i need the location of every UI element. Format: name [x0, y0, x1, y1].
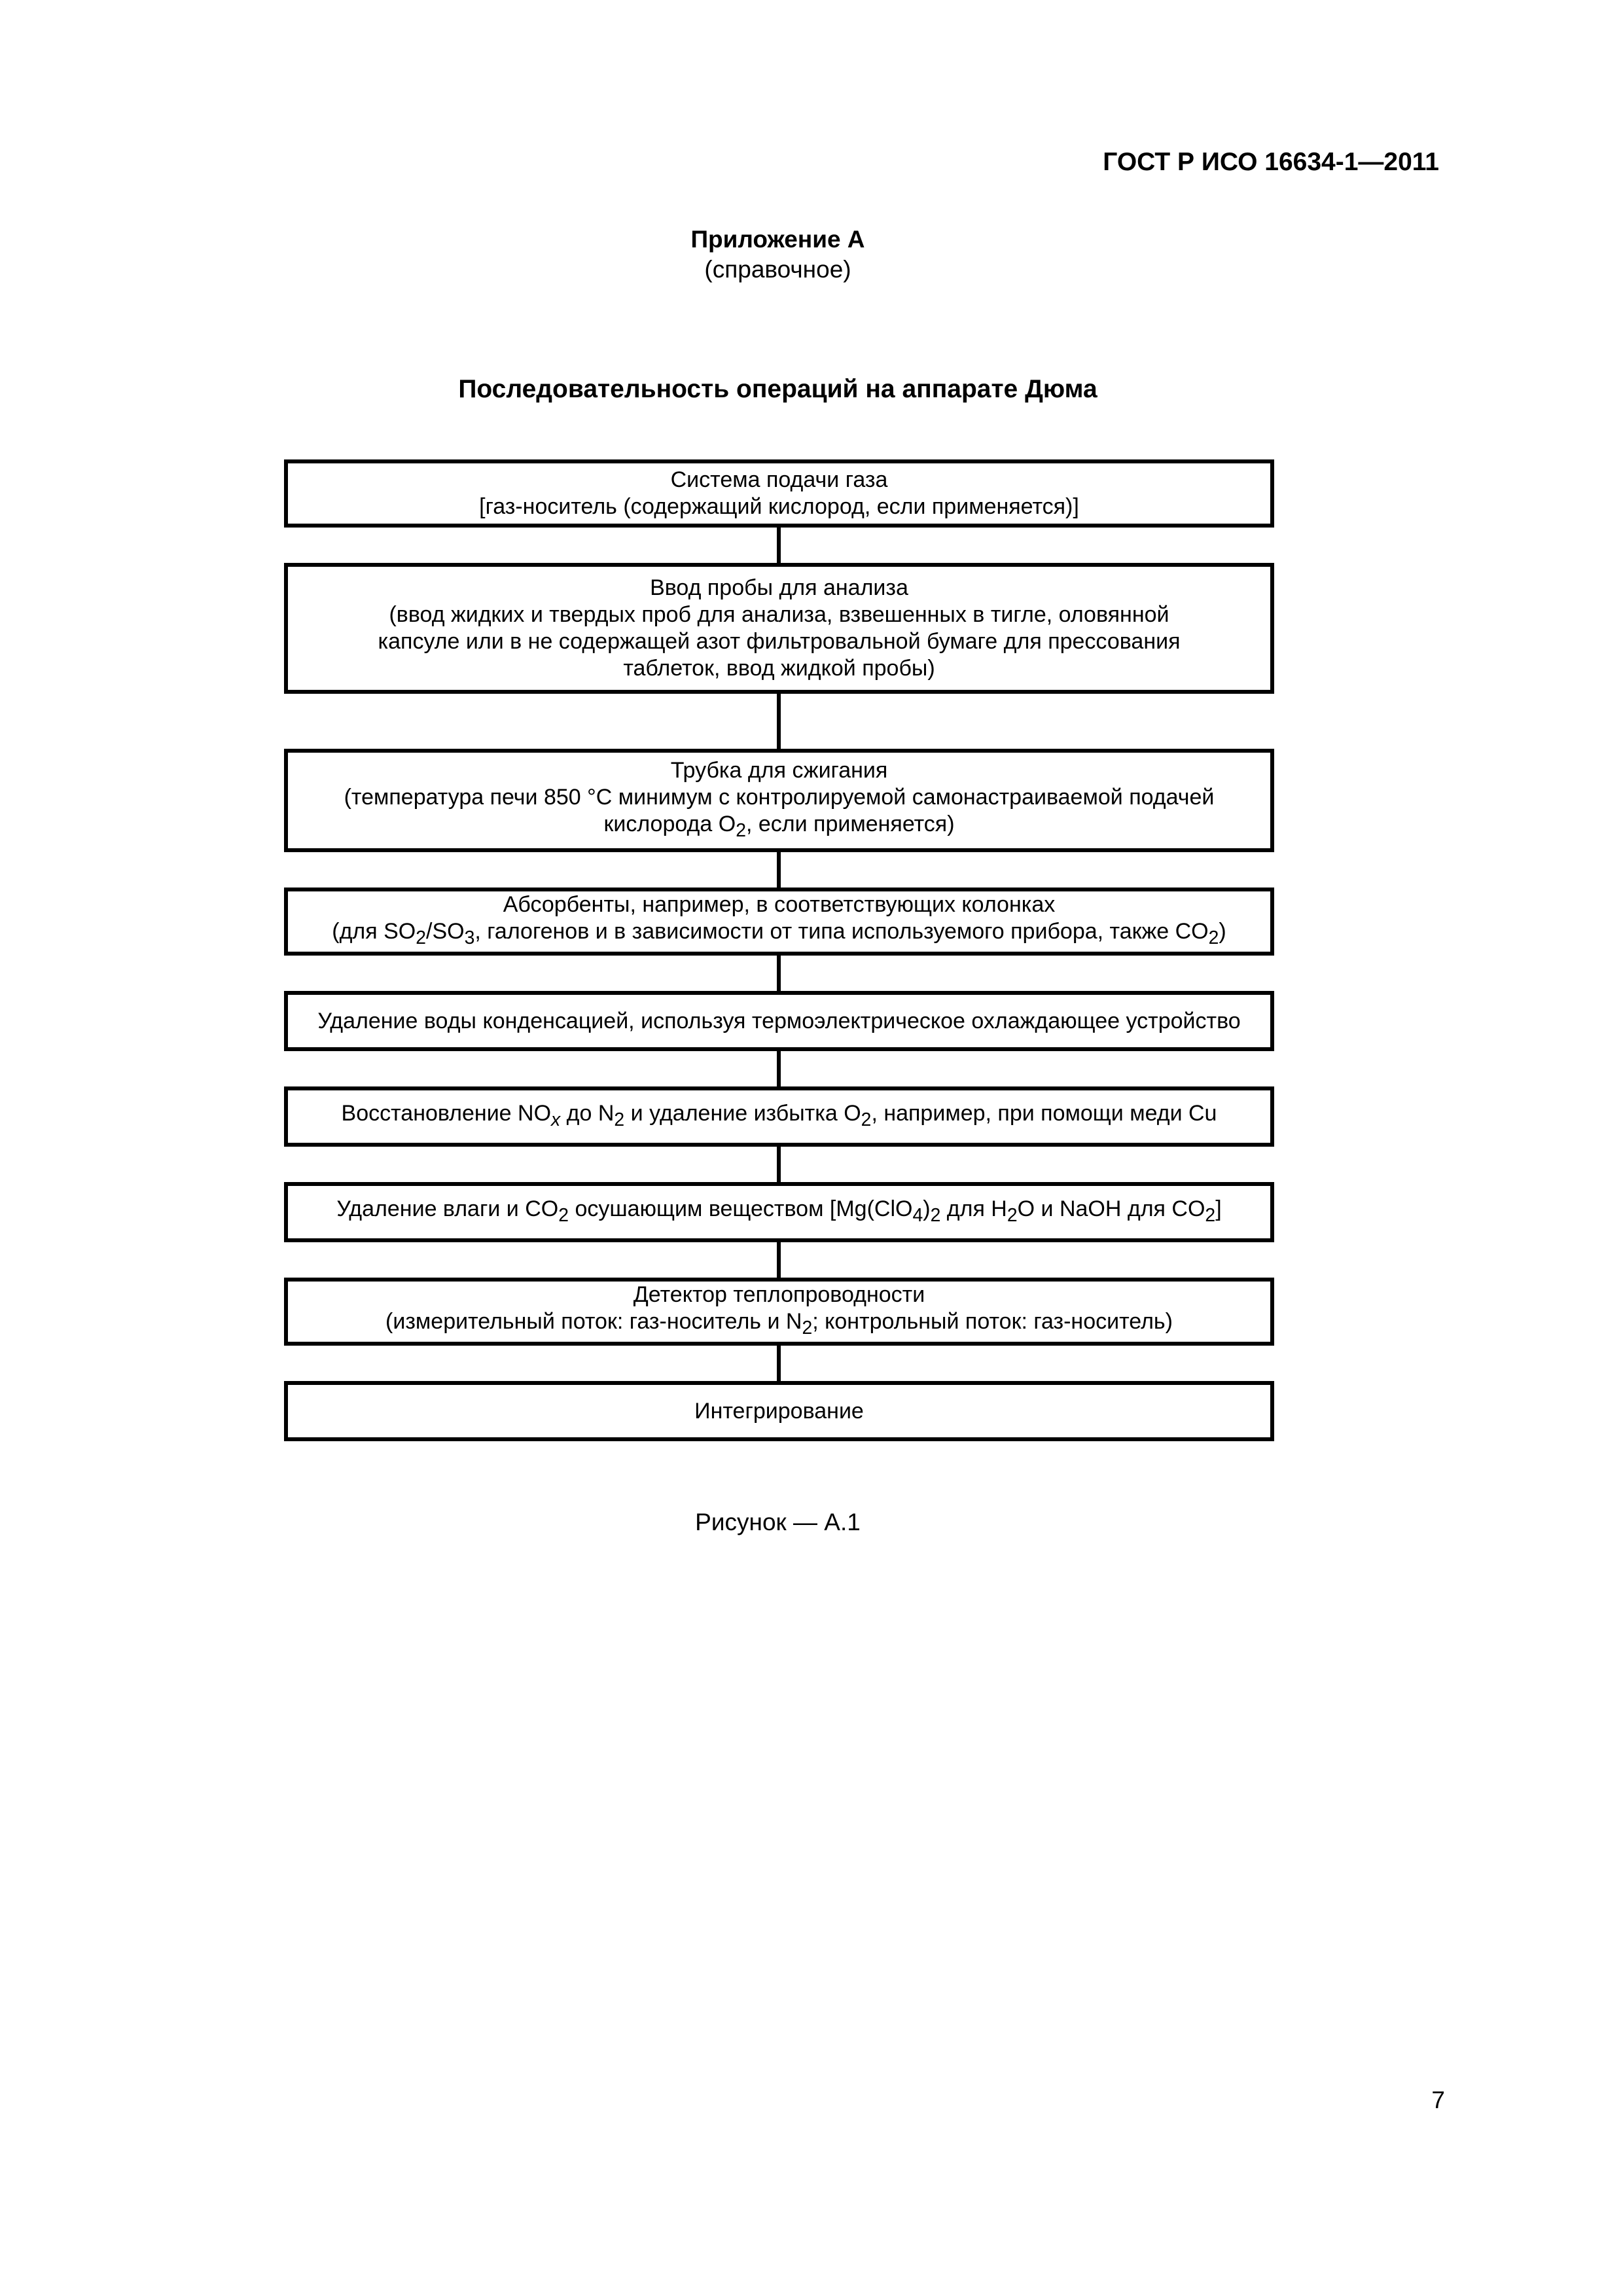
- flow-connector: [777, 1346, 781, 1381]
- figure-title: Последовательность операций на аппарате Дюма: [458, 375, 1097, 403]
- text-part: O и NaOH для CO: [1017, 1196, 1205, 1221]
- box-line: [385, 1308, 1173, 1342]
- subscript: 4: [912, 1204, 923, 1226]
- flow-box-absorbents: [284, 888, 1274, 956]
- subscript: 2: [614, 1109, 625, 1130]
- text-part: до N: [560, 1100, 615, 1126]
- flow-connector: [777, 956, 781, 991]
- box-line: [603, 811, 954, 844]
- subscript: 2: [930, 1204, 941, 1226]
- text-part: ): [1219, 919, 1226, 944]
- subscript: 2: [861, 1109, 872, 1130]
- text-part: Восстановление NO: [341, 1100, 552, 1126]
- flow-box-combustion-tube: [284, 749, 1274, 852]
- flow-box-sample-input: [284, 563, 1274, 694]
- subscript: 2: [416, 927, 427, 948]
- text-part: , если применяется): [745, 811, 955, 836]
- text-part: Удаление влаги и CO: [336, 1196, 559, 1221]
- flowchart: [284, 459, 1274, 1441]
- subscript: 2: [1205, 1204, 1216, 1226]
- text-part: ; контрольный поток: газ-носитель): [812, 1309, 1173, 1335]
- flow-connector: [777, 1051, 781, 1086]
- text-part: осушающим веществом [Mg(ClO: [569, 1196, 913, 1221]
- document-header: ГОСТ Р ИСО 16634-1—2011: [1103, 148, 1439, 176]
- box-line: [342, 1100, 1217, 1134]
- flow-connector: [777, 528, 781, 563]
- box-line: таблеток, ввод жидкой пробы): [623, 656, 935, 681]
- text-part: , например, при помощи меди Cu: [871, 1100, 1217, 1126]
- flow-box-detector: [284, 1278, 1274, 1346]
- box-line: (температура печи 850 °С минимум с контролируемой самонастраиваемой подачей: [344, 784, 1215, 810]
- box-line: Удаление воды конденсацией, используя термоэлектрическое охлаждающее устройство: [317, 1008, 1241, 1033]
- flow-box-nox-reduction: [284, 1086, 1274, 1147]
- text-part: , галогенов и в зависимости от типа используемого прибора, также CO: [474, 919, 1209, 944]
- annex-heading: [0, 224, 1556, 285]
- flow-box-water-removal: [284, 991, 1274, 1051]
- text-part: для H: [940, 1196, 1007, 1221]
- box-line: [газ-носитель (содержащий кислород, если применяется)]: [479, 494, 1079, 519]
- flow-connector: [777, 852, 781, 888]
- subscript: 2: [1007, 1204, 1018, 1226]
- text-part: и удаление избытка O: [624, 1100, 861, 1126]
- page-number: 7: [1431, 2087, 1445, 2113]
- subscript: x: [551, 1109, 561, 1130]
- flow-box-gas-supply: [284, 459, 1274, 528]
- subscript: 3: [464, 927, 475, 948]
- box-line: Абсорбенты, например, в соответствующих колонках: [503, 892, 1056, 918]
- box-line: [332, 918, 1226, 952]
- text-part: (для SO: [332, 919, 416, 944]
- flow-box-integration: [284, 1381, 1274, 1441]
- box-line: Система подачи газа: [670, 467, 888, 492]
- text-part: /SO: [426, 919, 465, 944]
- figure-caption: Рисунок — А.1: [695, 1509, 861, 1535]
- box-line: Детектор теплопроводности: [633, 1282, 925, 1308]
- text-part: (измерительный поток: газ-носитель и N: [385, 1309, 802, 1335]
- flow-connector: [777, 694, 781, 749]
- flow-connector: [777, 1147, 781, 1182]
- subscript: 2: [558, 1204, 569, 1226]
- annex-subtitle: (справочное): [704, 256, 851, 283]
- box-line: Интегрирование: [694, 1398, 864, 1424]
- text-part: ): [923, 1196, 931, 1221]
- flow-connector: [777, 1242, 781, 1278]
- box-line: [336, 1196, 1221, 1229]
- subscript: 2: [736, 819, 746, 841]
- subscript: 2: [1208, 927, 1219, 948]
- box-line: (ввод жидких и твердых проб для анализа, взвешенных в тигле, оловянной: [389, 602, 1169, 627]
- box-line: Трубка для сжигания: [670, 757, 888, 783]
- text-part: ]: [1215, 1196, 1222, 1221]
- box-line: капсуле или в не содержащей азот фильтровальной бумаге для прессования: [378, 629, 1181, 654]
- box-line: Ввод пробы для анализа: [650, 575, 908, 600]
- flow-box-drying: [284, 1182, 1274, 1242]
- text-part: кислорода O: [603, 811, 736, 836]
- subscript: 2: [802, 1317, 813, 1338]
- annex-title: Приложение А: [690, 226, 865, 253]
